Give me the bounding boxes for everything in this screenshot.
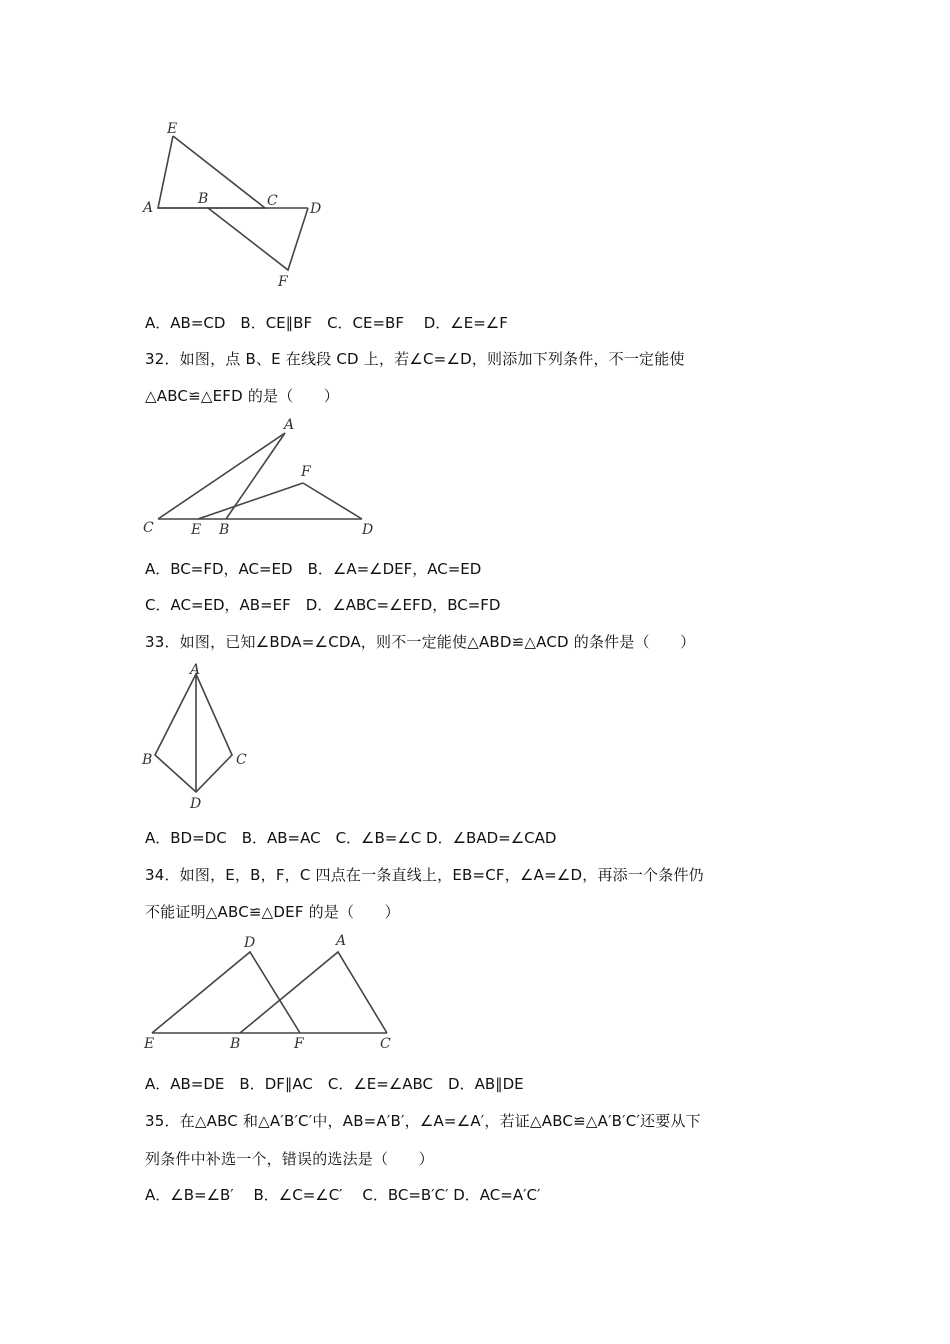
q31-label-d: D xyxy=(310,201,322,217)
q32-label-b: B xyxy=(219,522,230,538)
q31-figure xyxy=(140,118,340,293)
q32-label-e: E xyxy=(191,522,202,538)
q33-label-b: B xyxy=(142,752,153,768)
q34-triangle-abc xyxy=(240,952,387,1033)
q32-label-c: C xyxy=(143,520,154,536)
q32-options-line2: C．AC=ED，AB=EF D．∠ABC=∠EFD，BC=FD xyxy=(145,596,501,614)
q33-label-d: D xyxy=(190,796,202,812)
q32-options-line1: A．BC=FD，AC=ED B．∠A=∠DEF，AC=ED xyxy=(145,560,482,578)
q35-options: A．∠B=∠B′ B．∠C=∠C′ C．BC=B′C′ D．AC=A′C′ xyxy=(145,1186,541,1204)
q34-label-a: A xyxy=(336,933,347,949)
q34-label-e: E xyxy=(144,1036,155,1052)
q32-stem-line1: 32．如图，点 B、E 在线段 CD 上，若∠C=∠D，则添加下列条件，不一定能使 xyxy=(145,350,685,368)
q31-triangle-aec xyxy=(158,136,265,208)
q33-kite xyxy=(155,674,232,792)
q33-label-c: C xyxy=(236,752,247,768)
q32-figure xyxy=(140,415,380,540)
q35-stem-line2: 列条件中补选一个，错误的选法是（ ） xyxy=(145,1150,434,1168)
q34-triangle-def xyxy=(152,952,300,1033)
q31-label-e: E xyxy=(167,121,178,137)
q31-triangle-bfd xyxy=(208,208,308,270)
q34-figure xyxy=(140,930,400,1055)
q32-label-d: D xyxy=(362,522,374,538)
q34-stem-line2: 不能证明△ABC≌△DEF 的是（ ） xyxy=(145,903,400,921)
q34-options: A．AB=DE B．DF∥AC C．∠E=∠ABC D．AB∥DE xyxy=(145,1075,524,1093)
q31-label-f: F xyxy=(278,274,288,290)
q34-label-b: B xyxy=(230,1036,241,1052)
q34-label-d: D xyxy=(244,935,256,951)
q33-stem-line1: 33．如图，已知∠BDA=∠CDA，则不一定能使△ABD≌△ACD 的条件是（ ） xyxy=(145,633,696,651)
q33-label-a: A xyxy=(190,662,201,678)
q35-stem-line1: 35．在△ABC 和△A′B′C′中，AB=A′B′，∠A=∠A′，若证△ABC≌△A′B′C′还要从下 xyxy=(145,1112,701,1130)
q33-options: A．BD=DC B．AB=AC C．∠B=∠C D．∠BAD=∠CAD xyxy=(145,829,557,847)
q31-label-a: A xyxy=(143,200,154,216)
q32-stem-line2: △ABC≌△EFD 的是（ ） xyxy=(145,387,340,405)
q34-label-f: F xyxy=(294,1036,304,1052)
q31-label-b: B xyxy=(198,191,209,207)
q32-label-f: F xyxy=(301,464,311,480)
q34-label-c: C xyxy=(380,1036,391,1052)
q31-options: A．AB=CD B．CE∥BF C．CE=BF D．∠E=∠F xyxy=(145,314,508,332)
q31-label-c: C xyxy=(267,193,278,209)
q32-line-fd xyxy=(303,483,362,519)
q34-stem-line1: 34．如图，E，B，F，C 四点在一条直线上，EB=CF，∠A=∠D，再添一个条件仍 xyxy=(145,866,704,884)
q33-figure xyxy=(140,660,260,815)
q32-label-a: A xyxy=(284,417,295,433)
q32-line-ef xyxy=(198,483,303,519)
q32-line-ca xyxy=(158,433,285,519)
